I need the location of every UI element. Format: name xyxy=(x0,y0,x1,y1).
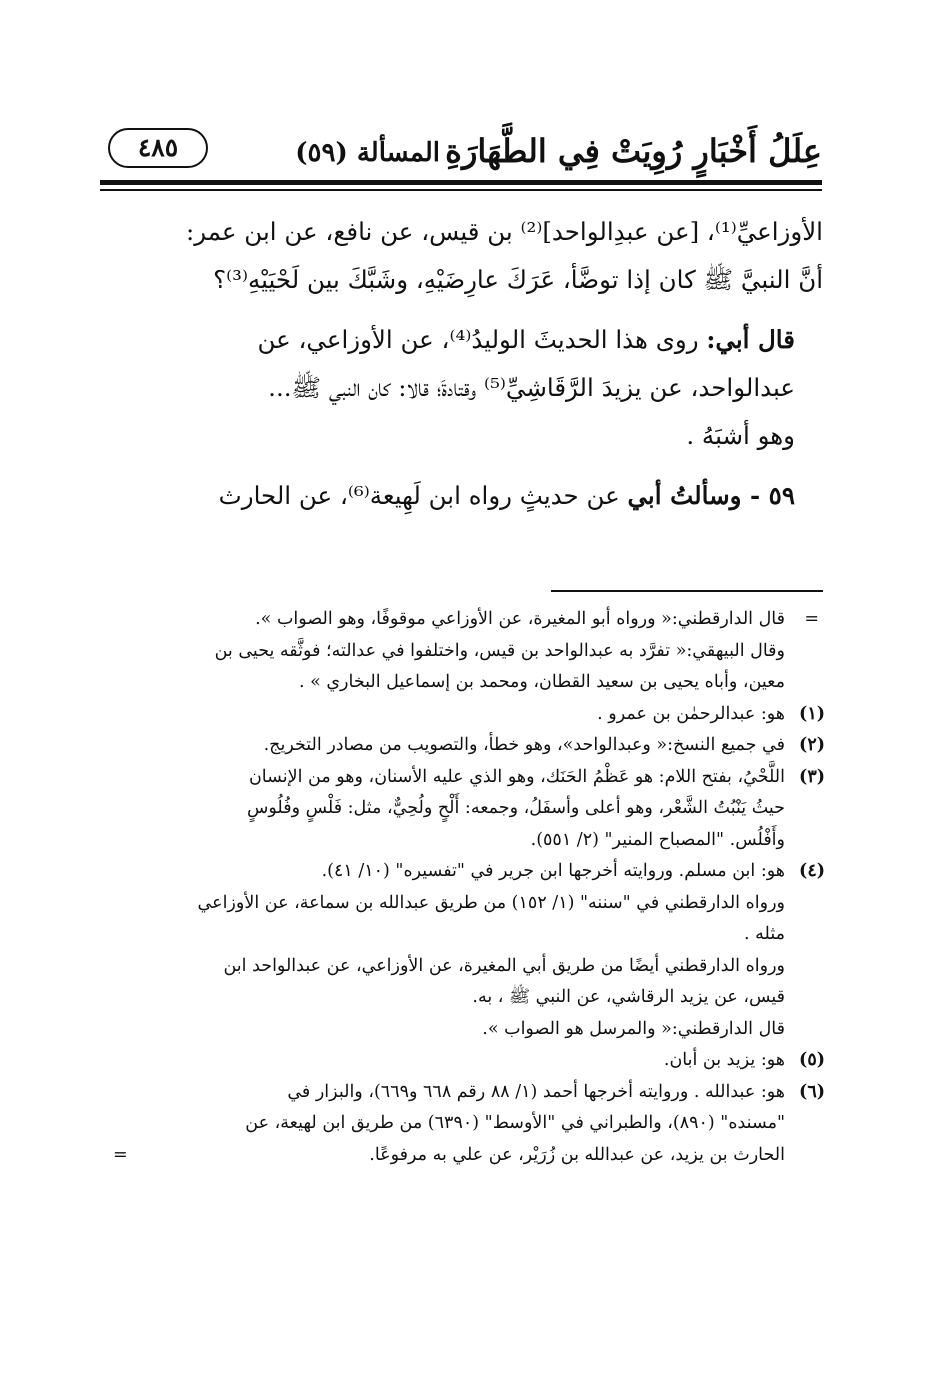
footnote-line: هو: ابن مسلم. وروايته أخرجها ابن جرير في "تفسيره" (١٠/ ٤١). xyxy=(321,861,785,881)
footnote-line: هو: يزيد بن أبان. xyxy=(663,1050,785,1070)
footnote-number: (٣) xyxy=(799,766,825,787)
footnote-line: ورواه الدارقطني في "سننه" (١/ ١٥٢) من طريق عبدالله بن سماعة، عن الأوزاعي xyxy=(197,892,785,913)
footnote-line: حيثُ يَنْبُتُ الشَّعْر، وهو أعلى وأسفَلُ، وجمعه: أَلْحٍ ولُحِيٌّ، مثل: فَلْسٍ وفُلُوسٍ xyxy=(247,798,785,818)
footnote-1 xyxy=(113,699,825,731)
text-line: عبدالواحد، عن يزيدَ الرَّقَاشِيِّ⁽⁵⁾ وقتادةَ؛ قالا: كان النبي ﷺ... xyxy=(268,373,795,402)
footnote-line: ورواه الدارقطني أيضًا من طريق أبي المغيرة، عن الأوزاعي، عن عبدالواحد ابن xyxy=(223,955,785,976)
text-line: وهو أشبَهُ . xyxy=(686,421,795,450)
footnote-separator xyxy=(551,590,823,592)
footnote-line: قال الدارقطني:« ورواه أبو المغيرة، عن الأوزاعي موقوفًا، وهو الصواب ». xyxy=(255,609,785,629)
footnote-4 xyxy=(113,856,825,1045)
footnotes xyxy=(113,604,825,1171)
text-line xyxy=(117,472,823,520)
header-rule-thin xyxy=(100,189,822,191)
paragraph-2 xyxy=(117,316,823,460)
main-text xyxy=(117,208,823,532)
footnote-6 xyxy=(113,1077,825,1172)
header-rule-thick xyxy=(100,180,822,185)
footnote-line: وقال البيهقي:« تفرَّد به عبدالواحد بن قيس، واختلفوا في عدالته؛ فوثَّقه يحيى بن xyxy=(214,640,785,661)
paragraph-3 xyxy=(117,472,823,520)
text-line xyxy=(117,316,823,364)
continuation-mark: = xyxy=(804,609,819,629)
text-run: روى هذا الحديثَ الوليدُ⁽⁴⁾، عن الأوزاعي، عن xyxy=(257,325,707,354)
footnote-line: في جميع النسخ:« وعبدالواحد»، وهو خطأ، والتصويب من مصادر التخريج. xyxy=(263,735,785,755)
footnote-line: الحارث بن يزيد، عن عبدالله بن زُرَيْر، عن علي به مرفوعًا. xyxy=(369,1144,785,1165)
text-line: أنَّ النبيَّ ﷺ كان إذا توضَّأ، عَرَكَ عارِضَيْهِ، وشَبَّكَ بين لَحْيَيْهِ⁽³⁾؟ xyxy=(213,265,823,294)
footnote-continuation xyxy=(113,604,825,699)
footnote-line: هو: عبدالرحمٰن بن عمرو . xyxy=(597,703,785,724)
footnote-number: (٢) xyxy=(799,735,825,755)
footnote-number: (١) xyxy=(799,703,825,724)
footnote-line: هو: عبدالله . وروايته أخرجها أحمد (١/ ٨٨ رقم ٦٦٨ و٦٦٩)، والبزار في xyxy=(287,1081,785,1102)
issue-heading: ٥٩ - وسألتُ أبي xyxy=(627,481,795,510)
footnote-line: قيس، عن يزيد الرقاشي، عن النبي ﷺ ، به. xyxy=(472,987,785,1007)
footnote-2 xyxy=(113,730,825,762)
footnote-line: "مسنده" (٨٩٠)، والطبراني في "الأوسط" (٦٣٩٠) من طريق ابن لهيعة، عن xyxy=(245,1113,785,1133)
book-title: عِلَلُ أَخْبَارٍ رُوِيَتْ فِي الطَّهَارَةِ xyxy=(445,132,822,170)
footnote-number: (٦) xyxy=(799,1081,825,1102)
paragraph-1 xyxy=(117,208,823,304)
continuation-mark: = xyxy=(113,1144,128,1165)
text-run: عن حديثٍ رواه ابن لَهِيعة⁽⁶⁾، عن الحارث xyxy=(218,481,628,510)
footnote-line: اللَّحْيُ، بفتح اللام: هو عَظْمُ الحَنَك، وهو الذي عليه الأسنان، وهو من الإنسان xyxy=(248,766,785,787)
text-line: الأوزاعيِّ⁽¹⁾، [عن عبدِالواحد]⁽²⁾ بن قيس، عن نافع، عن ابن عمر: xyxy=(185,217,823,246)
footnote-line: وأَفْلُس. "المصباح المنير" (٢/ ٥٥١). xyxy=(530,829,785,850)
footnote-line: قال الدارقطني:« والمرسل هو الصواب ». xyxy=(482,1018,785,1039)
speaker-label: قال أبي: xyxy=(706,325,795,354)
page-number: ٤٨٥ xyxy=(108,128,208,168)
issue-label: المسألة (٥٩) xyxy=(295,138,440,168)
footnote-3 xyxy=(113,762,825,857)
footnote-number: (٥) xyxy=(799,1050,825,1070)
footnote-number: (٤) xyxy=(799,861,825,881)
footnote-line: معين، وأباه يحيى بن سعيد القطان، ومحمد بن إسماعيل البخاري » . xyxy=(298,672,785,692)
footnote-line: مثله . xyxy=(744,924,785,944)
footnote-5 xyxy=(113,1045,825,1077)
running-header xyxy=(100,126,822,176)
